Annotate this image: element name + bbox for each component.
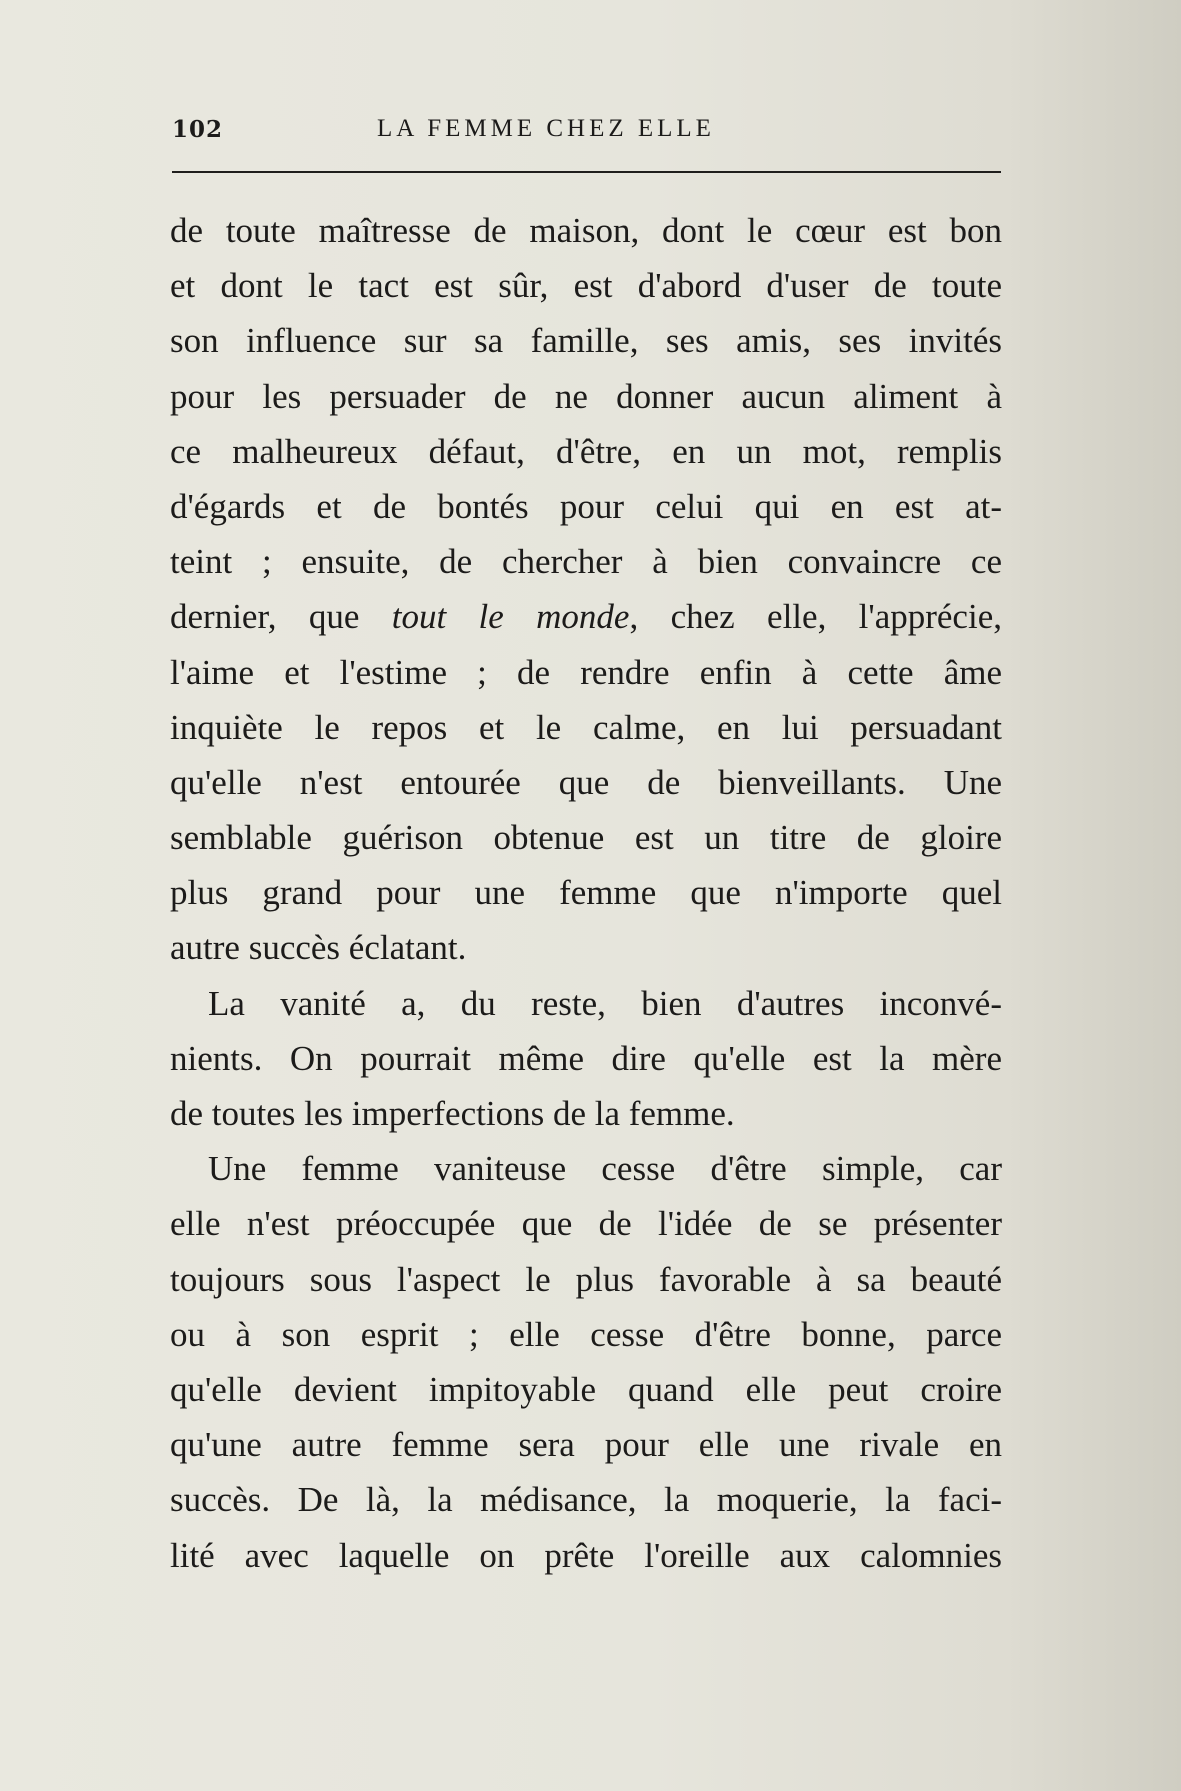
text-line: et dont le tact est sûr, est d'abord d'user de toute [170,266,1002,306]
text-line: ce malheureux défaut, d'être, en un mot, remplis [170,431,1002,471]
text-line: d'égards et de bontés pour celui qui en est at- [170,486,1002,526]
text-line: de toutes les imperfections de la femme. [170,1094,735,1133]
header-rule [172,171,1001,173]
text-line: semblable guérison obtenue est un titre de gloire [170,818,1002,858]
text-line: qu'elle n'est entourée que de bienveillants. Une [170,762,1002,802]
text-line: succès. De là, la médisance, la moquerie, la faci- [170,1480,1002,1520]
text-line: lité avec laquelle on prête l'oreille aux calomnies [170,1535,1002,1575]
text-line: Une femme vaniteuse cesse d'être simple, car [208,1149,1002,1189]
text-line: plus grand pour une femme que n'importe quel [170,873,1002,913]
text-line: ou à son esprit ; elle cesse d'être bonne, parce [170,1314,1002,1354]
text-line: pour les persuader de ne donner aucun aliment à [170,376,1002,416]
text-segment: , chez elle, l'apprécie, [629,597,1002,637]
text-line: autre succès éclatant. [170,928,467,968]
text-line: La vanité a, du reste, bien d'autres inconvé- [208,983,1002,1023]
text-segment: dernier, que [170,597,392,637]
page-number: 102 [172,116,224,143]
text-line: teint ; ensuite, de chercher à bien convaincre ce [170,542,1002,582]
body-text [170,203,1002,1583]
italic-phrase: tout le monde [391,597,630,637]
text-line: qu'une autre femme sera pour elle une rivale en [170,1425,1002,1465]
text-line: elle n'est préoccupée que de l'idée de se présenter [170,1204,1002,1244]
text-line: qu'elle devient impitoyable quand elle peut croire [170,1369,1002,1409]
text-line: son influence sur sa famille, ses amis, ses invités [170,321,1002,361]
text-line: nients. On pourrait même dire qu'elle est la mère [170,1038,1002,1078]
page-header [172,112,1001,152]
running-title: LA FEMME CHEZ ELLE [377,115,715,142]
text-line: inquiète le repos et le calme, en lui persuadant [170,707,1002,747]
text-line: de toute maîtresse de maison, dont le cœur est bon [170,211,1002,250]
text-line: toujours sous l'aspect le plus favorable à sa beauté [170,1259,1002,1299]
text-line: l'aime et l'estime ; de rendre enfin à cette âme [170,652,1002,692]
text-line-with-italic [170,589,1002,644]
